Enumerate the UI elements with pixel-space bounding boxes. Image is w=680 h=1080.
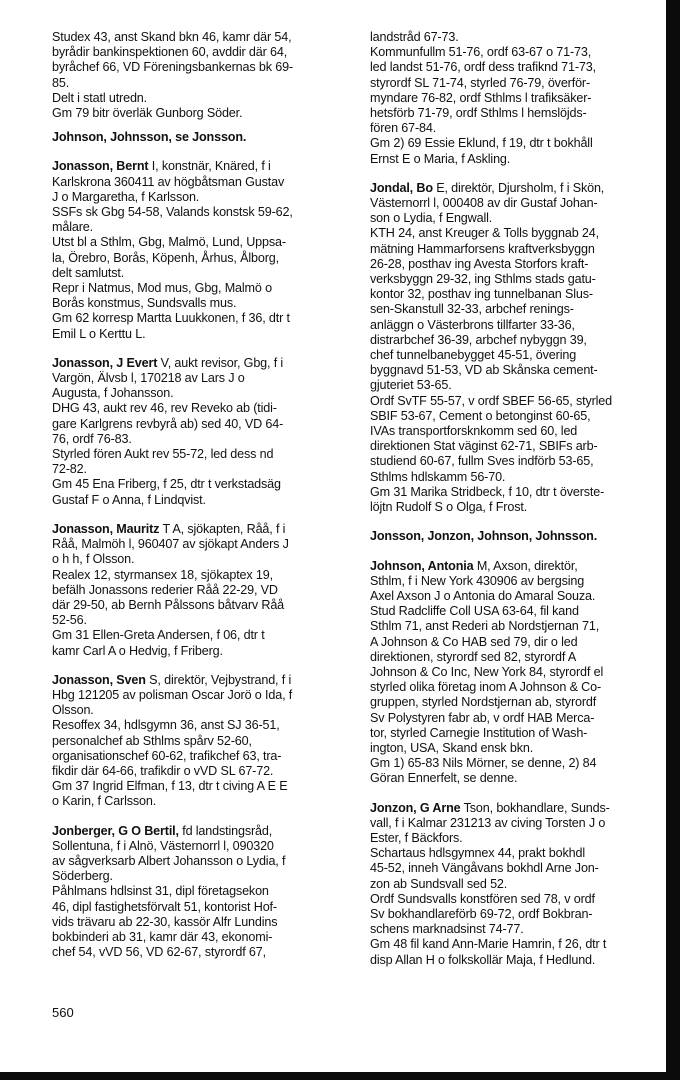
entry-name: Jondal, Bo (370, 180, 433, 195)
entry-intro: Tson, bokhandlare, Sunds- vall, f i Kalmar 231213 av civing Torsten J o Ester, f Bäckfors. (370, 800, 610, 845)
cross-reference (370, 529, 662, 544)
entry-jonzon-arne (370, 801, 662, 968)
entry-intro: T A, sjökapten, Råå, f i Råå, Malmöh l, 960407 av sjökapt Anders J o h h, f Olsson. (52, 521, 289, 567)
scan-edge-bottom (0, 1072, 680, 1080)
entry-name: Jonasson, Mauritz (52, 521, 160, 536)
entry-jonasson-sven (52, 673, 348, 810)
cross-reference-text: Jonsson, Jonzon, Johnson, Johnsson. (370, 529, 598, 544)
cross-reference (52, 130, 348, 145)
page-number: 560 (52, 1005, 74, 1020)
entry-continued (370, 30, 662, 167)
entry-body: Stud Radcliffe Coll USA 63-64, fil kand Sthlm 71, anst Rederi ab Nordstjernan 71, A Johnson & Co HAB sed 79, dir o led direktionen, styrordf sed 82, styrordf A Johnson & Co Inc, New York 84, styrordf el styrled olika företag inom A Johnson & Co- gruppen, styrled Nordstjernan ab, styrordf Sv Polystyren fabr ab, v ordf HAB Merca- tor, styrled Carnegie Institution of Wash- ington, USA, Skand ensk bkn. Gm 1) 65-83 Nils Mörner, se denne, 2) 84 Göran Ennerfelt, se denne. (370, 604, 604, 786)
cross-reference-text: Johnson, Johnsson, se Jonsson. (52, 130, 247, 145)
entry-name: Jonasson, Bernt (52, 159, 149, 174)
entry-body: DHG 43, aukt rev 46, rev Reveko ab (tidi- gare Karlgrens revbyrå ab) sed 40, VD 64- 76, ordf 76-83. Styrled fören Aukt rev 55-72, led dess nd 72-82. Gm 45 Ena Friberg, f 25, dtr t verkstadsäg Gustaf F o Anna, f Lindqvist. (52, 401, 284, 507)
entry-continued (52, 30, 348, 121)
entry-body: Studex 43, anst Skand bkn 46, kamr där 54, byrådir bankinspektionen 60, avddir där 64, byråchef 66, VD Föreningsbankernas bk 69- 85. Delt i statl utredn. Gm 79 bitr överläk Gunborg Söder. (52, 30, 293, 121)
entry-body: Schartaus hdlsgymnex 44, prakt bokhdl 45-52, inneh Vängåvans bokhdl Arne Jon- zon ab Sundsvall sed 52. Ordf Sundsvalls konstfören sed 78, v ordf Sv bokhandlareförb 69-72, ordf Bokbran- schens marknadsinst 74-77. Gm 48 fil kand Ann-Marie Hamrin, f 26, dtr t disp Allan H o folkskollär Maja, f Hedlund. (370, 846, 607, 967)
entry-name: Johnson, Antonia (370, 558, 474, 573)
left-column (52, 30, 348, 974)
entry-body: SSFs sk Gbg 54-58, Valands konstsk 59-62, målare. Utst bl a Sthlm, Gbg, Malmö, Lund, Uppsa- la, Örebro, Borås, Köpenh, Århus, Ålborg, delt samlutst. Repr i Natmus, Mod mus, Gbg, Malmö o Borås konstmus, Sundsvalls mus. Gm 62 korresp Martta Luukkonen, f 36, dtr t Emil L o Kerttu L. (52, 205, 293, 341)
entry-intro: fd landstingsråd, Sollentuna, f i Alnö, Västernorrl l, 090320 av sågverksarb Albert Johansson o Lydia, f Söderberg. (52, 823, 286, 884)
entry-body: KTH 24, anst Kreuger & Tolls byggnab 24, mätning Hammarforsens kraftverksbyggn 26-28, posthav ing Avesta Storfors kraft- verksbyggn 29-32, ing Sthlms stads gatu- kontor 32, posthav ing tunnelbanan Slus- sen-Skanstull 32-33, arbchef renings- anläggn o Västerbrons tillfarter 33-36, distrarbchef 36-39, arbchef nybyggn 39, chef tunnelbanebygget 45-51, övering byggnavd 51-53, VD ab Skånska cement- gjuteriet 53-65. Ordf SvTF 55-57, v ordf SBEF 56-65, styrled SBIF 53-67, Cement o betonginst 60-65, IVAs transportforsknkomm sed 60, led direktionen Stat väginst 62-71, SBIFs arb- studiend 60-67, fullm Sves indförb 53-65, Sthlms hdlskamm 56-70. Gm 31 Marika Stridbeck, f 10, dtr t överste- löjtn Rudolf S o Olga, f Frost. (370, 226, 613, 515)
entry-jondal-bo (370, 181, 662, 515)
entry-intro: I, konstnär, Knäred, f i Karlskrona 360411 av högbåtsman Gustav J o Margaretha, f Karlsson. (52, 159, 285, 204)
entry-jonberger-bertil (52, 824, 348, 961)
right-column (370, 30, 662, 982)
entry-body: Realex 12, styrmansex 18, sjökaptex 19, befälh Jonassons rederier Råå 22-29, VD där 29-50, ab Bernh Pålssons båtvarv Råå 52-56. Gm 31 Ellen-Greta Andersen, f 06, dtr t kamr Carl A o Hedvig, f Friberg. (52, 567, 285, 658)
entry-name: Jonzon, G Arne (370, 800, 461, 815)
entry-jonasson-mauritz (52, 522, 348, 659)
entry-body: Påhlmans hdlsinst 31, dipl företagsekon 46, dipl fastighetsförvalt 51, kontorist Hof- vids trävaru ab 22-30, kassör Alfr Lundins bokbinderi ab 31, kamr där 43, ekonomi- chef 54, vVD 56, VD 62-67, styrordf 67, (52, 884, 278, 960)
entry-jonasson-evert (52, 356, 348, 508)
entry-intro: E, direktör, Djursholm, f i Skön, Västernorrl l, 000408 av dir Gustaf Johan- son o Lydia, f Engwall. (370, 180, 605, 226)
entry-name: Jonasson, Sven (52, 672, 146, 687)
entry-body: Resoffex 34, hdlsgymn 36, anst SJ 36-51, personalchef ab Sthlms spårv 52-60, organisationschef 60-62, trafikchef 63, tra- fikdir där 64-66, trafikdir o vVD SL 67-72. Gm 37 Ingrid Elfman, f 13, dtr t civing A E E o Karin, f Carlsson. (52, 718, 288, 809)
entry-intro: M, Axson, direktör, Sthlm, f i New York 430906 av bergsing Axel Axson J o Antonia do Amaral Souza. (370, 558, 596, 603)
entry-intro: S, direktör, Vejbystrand, f i Hbg 121205 av polisman Oscar Jorö o Ida, f Olsson. (52, 672, 293, 718)
entry-name: Jonberger, G O Bertil, (52, 823, 179, 838)
entry-body: landstråd 67-73. Kommunfullm 51-76, ordf 63-67 o 71-73, led landst 51-76, ordf dess trafiknd 71-73, styrordf SL 71-74, styrled 76-79, överför- myndare 76-82, ordf Sthlms l trafiksäker- hetsförb 71-79, ordf Sthlms l hemslöjds- fören 67-84. Gm 2) 69 Essie Eklund, f 19, dtr t bokhåll Ernst E o Maria, f Askling. (370, 30, 596, 166)
scan-edge-right (666, 0, 680, 1080)
entry-intro: V, aukt revisor, Gbg, f i Vargön, Älvsb l, 170218 av Lars J o Augusta, f Johansson. (52, 355, 284, 401)
entry-jonasson-bernt (52, 159, 348, 341)
entry-johnson-antonia (370, 559, 662, 787)
entry-name: Jonasson, J Evert (52, 355, 158, 370)
